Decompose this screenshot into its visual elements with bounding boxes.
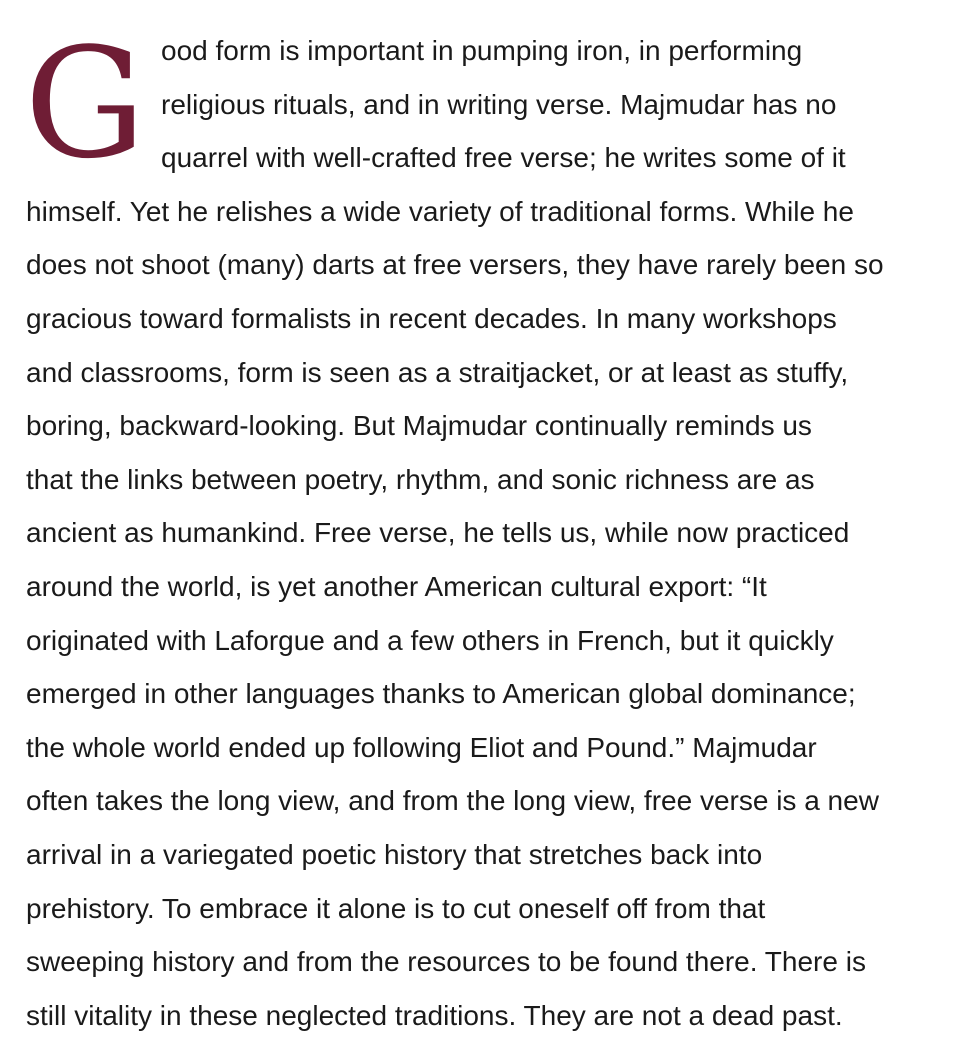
text-line: ood form is important in pumping iron, in performing [161,35,803,66]
text-line: emerged in other languages thanks to American global dominance; [26,678,856,710]
text-line: often takes the long view, and from the long view, free verse is a new [26,785,879,817]
text-line: religious rituals, and in writing verse. Majmudar has no [161,88,837,120]
text-line: himself. Yet he relishes a wide variety of traditional forms. While he [26,195,854,227]
text-line: quarrel with well-crafted free verse; he writes some of it [161,142,846,174]
text-line: the whole world ended up following Eliot and Pound.” Majmudar [26,731,817,763]
text-line: boring, backward-looking. But Majmudar continually reminds us [26,410,812,442]
text-line: that the links between poetry, rhythm, and sonic richness are as [26,463,815,495]
article-paragraph [24,15,942,1042]
text-line: and classrooms, form is seen as a straitjacket, or at least as stuffy, [26,356,849,388]
text-line: prehistory. To embrace it alone is to cut oneself off from that [26,892,766,924]
text-line: around the world, is yet another American cultural export: “It [26,570,767,602]
text-line: does not shoot (many) darts at free versers, they have rarely been so [26,249,884,281]
text-line: still vitality in these neglected traditions. They are not a dead past. [26,999,843,1031]
text-line: arrival in a variegated poetic history that stretches back into [26,838,763,870]
text-line: sweeping history and from the resources to be found there. There is [26,946,866,978]
text-line: originated with Laforgue and a few others in French, but it quickly [26,624,834,656]
drop-cap: G [24,15,146,192]
text-line: ancient as humankind. Free verse, he tells us, while now practiced [26,517,850,549]
text-line: gracious toward formalists in recent decades. In many workshops [26,302,837,334]
